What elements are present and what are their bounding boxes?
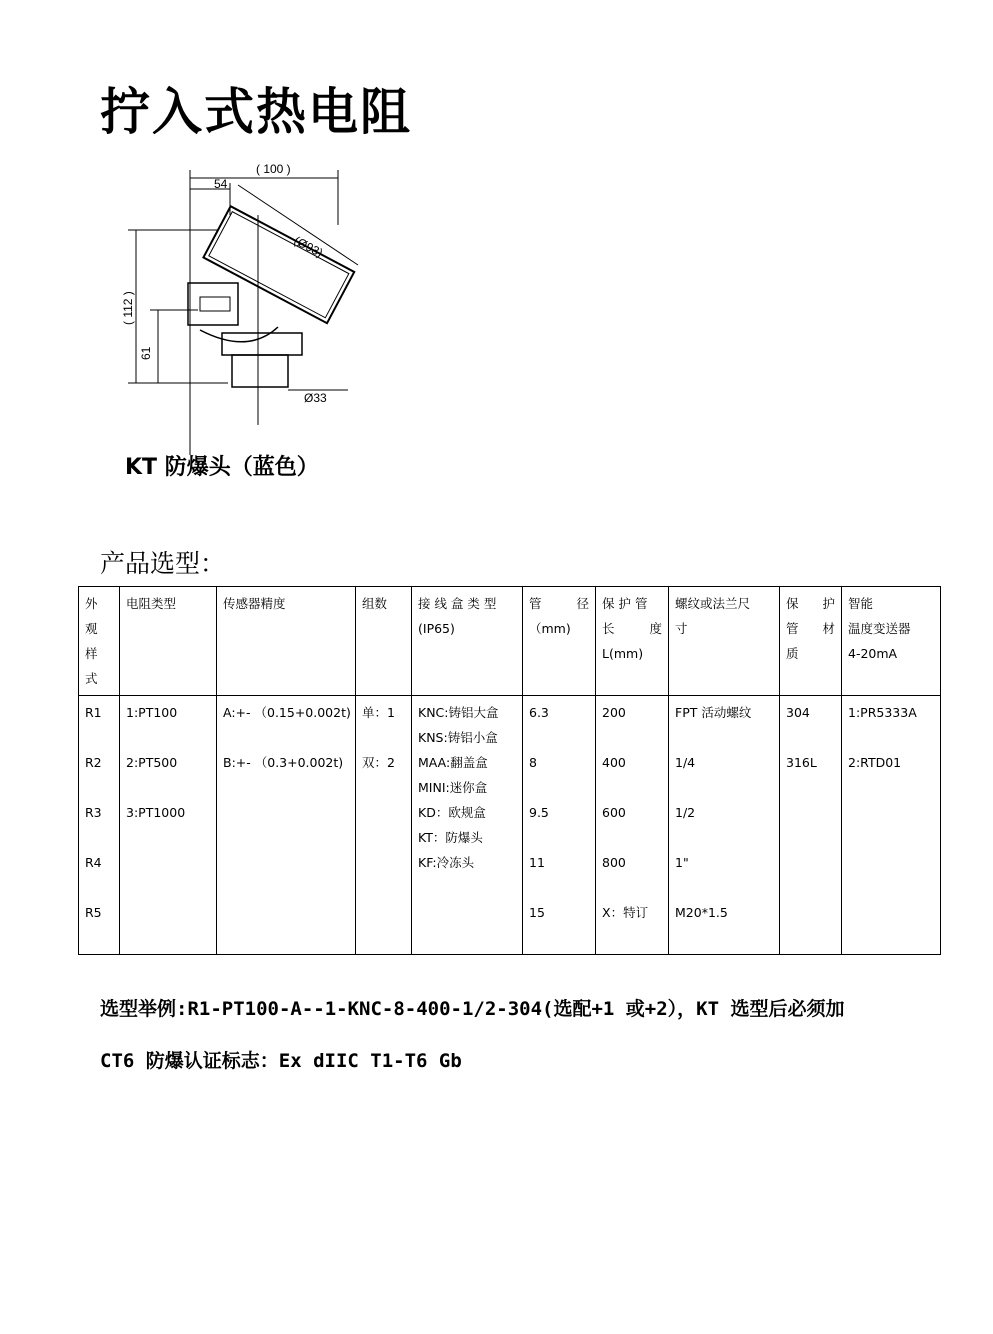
col-accuracy: A:+- （0.15+0.002t) B:+- （0.3+0.002t): [217, 696, 356, 955]
col-thread: FPT 活动螺纹 1/4 1/2 1" M20*1.5: [669, 696, 780, 955]
section-title: 产品选型：: [100, 549, 226, 578]
dim-label-61: 61: [139, 346, 153, 360]
col-diameter: 6.3 8 9.5 11 15: [523, 696, 596, 955]
header-diameter: 管 径 （mm): [523, 587, 596, 696]
table-body-row: [79, 696, 941, 955]
header-thread: 螺纹或法兰尺 寸: [669, 587, 780, 696]
header-transmitter: 智能 温度变送器 4-20mA: [842, 587, 941, 696]
selection-example: 选型举例:R1-PT100-A--1-KNC-8-400-1/2-304(选配+1 或+2），KT 选型后必须加: [100, 998, 845, 1020]
explosion-proof-head-drawing: [121, 155, 368, 430]
header-style: 外 观 样 式: [79, 587, 120, 696]
header-junction-box: 接 线 盒 类 型 (IP65): [412, 587, 523, 696]
page-title: 拧入式热电阻: [100, 83, 412, 141]
header-resistance-type: 电阻类型: [120, 587, 217, 696]
header-length: 保 护 管 长 度 L(mm): [596, 587, 669, 696]
header-material: 保 护 管 材 质: [780, 587, 842, 696]
col-transmitter: 1:PR5333A 2:RTD01: [842, 696, 941, 955]
dim-label-54: 54: [214, 177, 228, 191]
header-accuracy: 传感器精度: [217, 587, 356, 696]
table-header-row: [79, 587, 941, 696]
drawing-caption: KT 防爆头（蓝色）: [125, 455, 319, 480]
certification-mark: CT6 防爆认证标志：Ex dIIC T1-T6 Gb: [100, 1050, 462, 1072]
base-flange: [222, 333, 302, 355]
col-style: R1 R2 R3 R4 R5: [79, 696, 120, 955]
dim-label-93: (Ø93): [291, 233, 326, 261]
col-material: 304 316L: [780, 696, 842, 955]
dim-label-33: Ø33: [304, 391, 327, 405]
threaded-body: [232, 355, 288, 387]
selection-table: [78, 586, 941, 955]
dim-label-112: ( 112 ): [121, 291, 135, 325]
col-length: 200 400 600 800 X：特订: [596, 696, 669, 955]
dim-label-100: ( 100 ): [256, 162, 291, 176]
col-groups: 单：1 双：2: [356, 696, 412, 955]
header-groups: 组数: [356, 587, 412, 696]
col-junction-box: KNC:铸铝大盒 KNS:铸铝小盒 MAA:翻盖盒 MINI:迷你盒 KD：欧规盒 KT：防爆头 KF:冷冻头: [412, 696, 523, 955]
col-resistance-type: 1:PT100 2:PT500 3:PT1000: [120, 696, 217, 955]
